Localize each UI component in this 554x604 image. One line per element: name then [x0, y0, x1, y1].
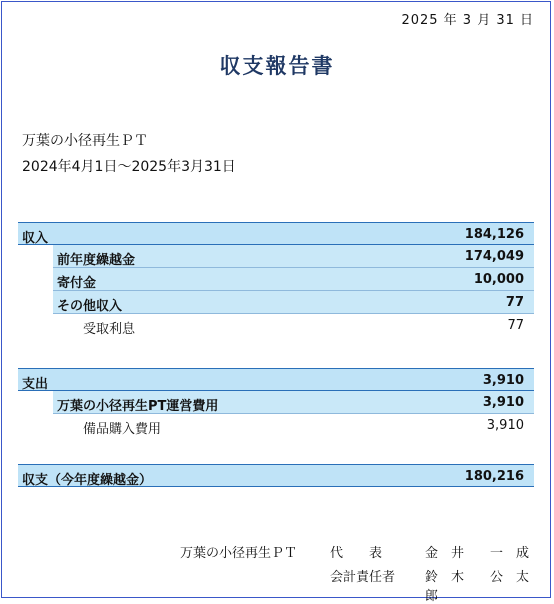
organization-name: 万葉の小径再生ＰＴ — [22, 133, 148, 149]
expense-total-row — [18, 368, 534, 391]
expense-label: 支出 — [22, 377, 49, 392]
accountant-title: 会計責任者 — [330, 570, 396, 585]
representative-title: 代 表 — [330, 546, 383, 561]
balance-label: 収支（今年度繰越金） — [22, 473, 153, 488]
expense-item-row — [53, 391, 534, 414]
accountant-name: 鈴 木 公 太 郎 — [425, 570, 543, 604]
income-section — [18, 222, 534, 337]
income-subitem-amount: 77 — [507, 318, 524, 333]
income-total-row — [18, 222, 534, 245]
income-item-label: その他収入 — [57, 299, 123, 314]
balance-amount: 180,216 — [464, 469, 524, 484]
expense-item-label: 万葉の小径再生PT運営費用 — [57, 399, 219, 414]
expense-subitem-row — [53, 414, 534, 437]
balance-section — [18, 464, 534, 487]
income-label: 収入 — [22, 231, 49, 246]
report-title: 収支報告書 — [219, 54, 335, 78]
income-item-row — [53, 291, 534, 314]
balance-row — [18, 464, 534, 487]
signature-org-name: 万葉の小径再生ＰＴ — [180, 546, 298, 561]
report-date: 2025 年 3 月 31 日 — [401, 13, 534, 28]
representative-name: 金 井 一 成 — [425, 546, 530, 561]
income-subitem-row — [53, 314, 534, 337]
income-item-amount: 77 — [505, 295, 524, 310]
expense-subitem-amount: 3,910 — [486, 418, 524, 433]
income-item-amount: 10,000 — [473, 272, 524, 287]
income-amount: 184,126 — [464, 227, 524, 242]
income-item-amount: 174,049 — [464, 249, 524, 264]
income-item-row — [53, 268, 534, 291]
income-subitem-label: 受取利息 — [83, 322, 136, 337]
expense-subitem-label: 備品購入費用 — [83, 422, 162, 437]
income-item-row — [53, 245, 534, 268]
expense-item-amount: 3,910 — [482, 395, 524, 410]
report-period: 2024年4月1日～2025年3月31日 — [22, 159, 236, 175]
expense-section — [18, 368, 534, 437]
expense-amount: 3,910 — [482, 373, 524, 388]
income-item-label: 寄付金 — [57, 276, 97, 291]
income-item-label: 前年度繰越金 — [57, 253, 136, 268]
